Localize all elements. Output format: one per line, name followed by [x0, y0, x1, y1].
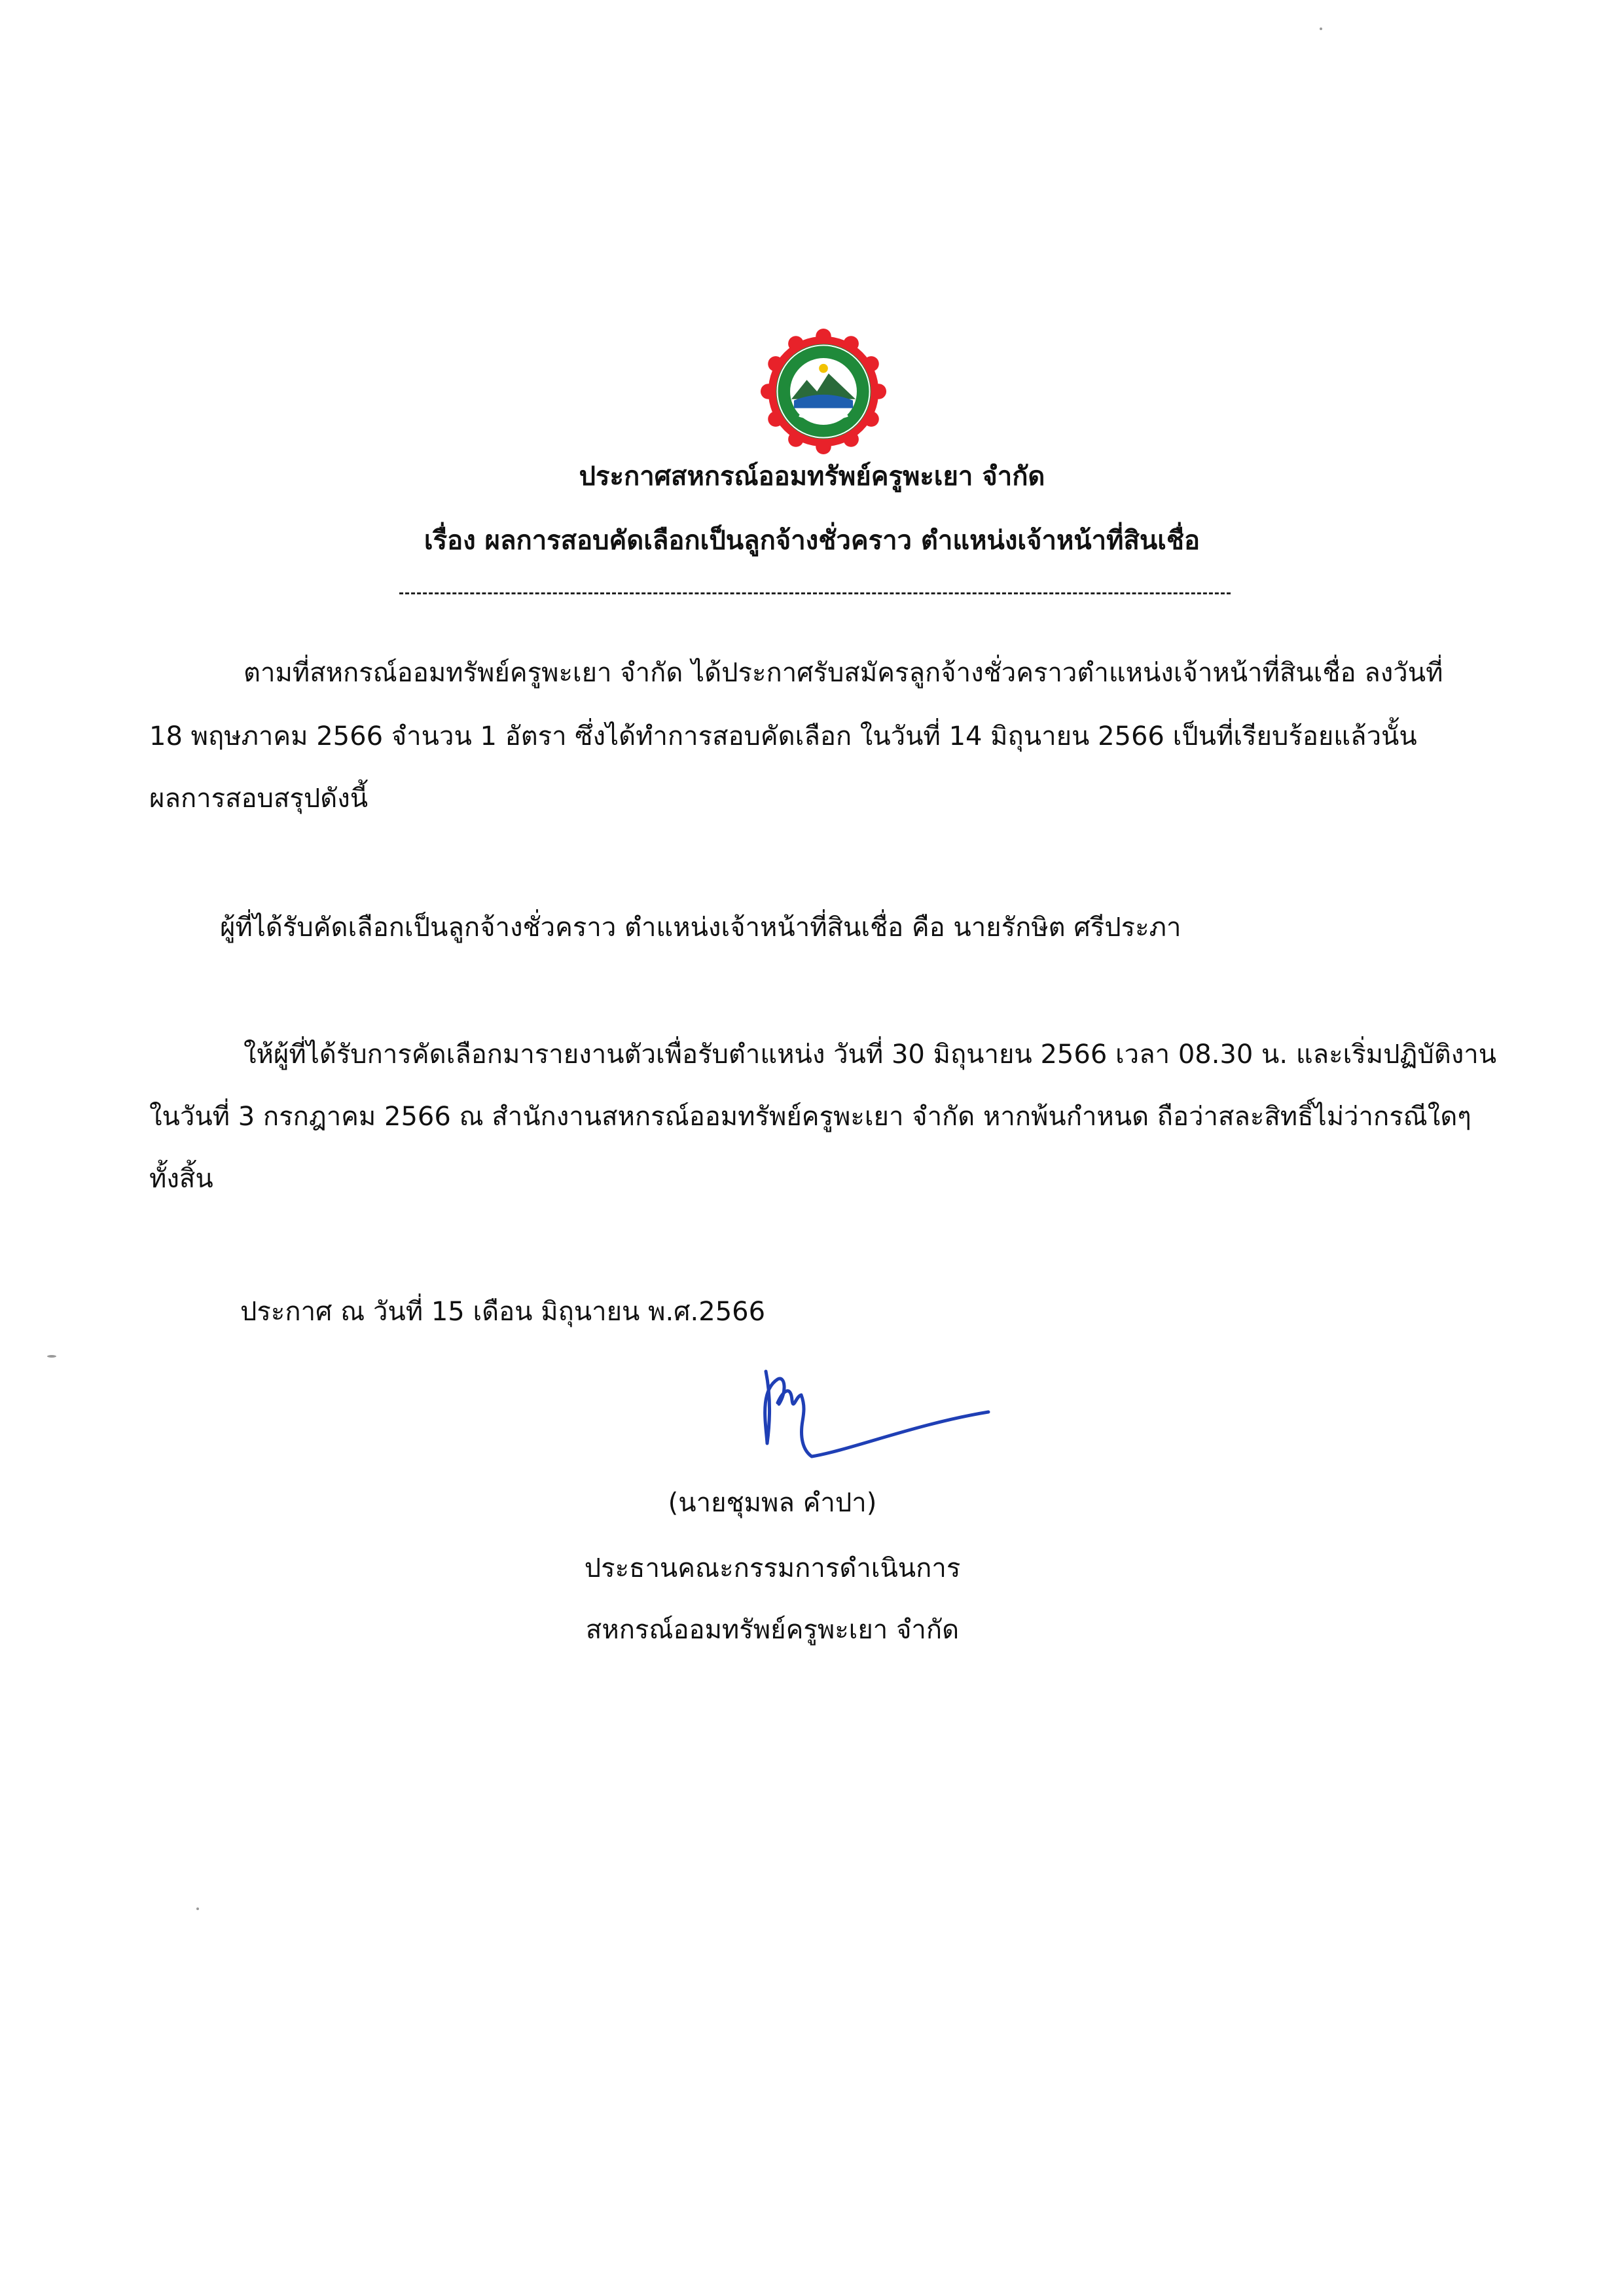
signatory-position: ประธานคณะกรรมการดำเนินการ — [584, 1553, 961, 1583]
paragraph-3-line-3: ทั้งสิ้น — [149, 1164, 213, 1194]
paragraph-3-line-1: ให้ผู้ที่ได้รับการคัดเลือกมารายงานตัวเพื่อรับตำแหน่ง วันที่ 30 มิถุนายน 2566 เวลา 08.30 น. และเริ่มปฏิบัติงาน — [244, 1039, 1497, 1070]
signatory-organization: สหกรณ์ออมทรัพย์ครูพะเยา จำกัด — [585, 1615, 960, 1645]
paragraph-1-line-2: 18 พฤษภาคม 2566 จำนวน 1 อัตรา ซึ่งได้ทำการสอบคัดเลือก ในวันที่ 14 มิถุนายน 2566 เป็นที่เรียบร้อยแล้วนั้น — [149, 721, 1417, 751]
selected-candidate-paragraph: ผู้ที่ได้รับคัดเลือกเป็นลูกจ้างชั่วคราว ตำแหน่งเจ้าหน้าที่สินเชื่อ คือ นายรักษิต ศรีประภา — [220, 913, 1182, 943]
announcement-title: ประกาศสหกรณ์ออมทรัพย์ครูพะเยา จำกัด — [579, 461, 1045, 492]
paragraph-1-line-3: ผลการสอบสรุปดังนี้ — [149, 784, 369, 814]
scan-speck — [1320, 27, 1322, 30]
paragraph-1-line-1: ตามที่สหกรณ์ออมทรัพย์ครูพะเยา จำกัด ได้ประกาศรับสมัครลูกจ้างชั่วคราวตำแหน่งเจ้าหน้าที่สินเชื่อ ลงวันที่ — [244, 658, 1443, 688]
paragraph-3-line-2: ในวันที่ 3 กรกฎาคม 2566 ณ สำนักงานสหกรณ์ออมทรัพย์ครูพะเยา จำกัด หากพ้นกำหนด ถือว่าสละสิทธิ์ไม่ว่ากรณีใดๆ — [149, 1102, 1471, 1132]
signatory-name: (นายชุมพล คำปา) — [668, 1488, 877, 1518]
scan-speck — [47, 1355, 56, 1358]
handwritten-signature — [740, 1345, 1001, 1470]
cooperative-seal-logo — [759, 327, 888, 456]
scan-speck — [196, 1907, 199, 1910]
announcement-subject: เรื่อง ผลการสอบคัดเลือกเป็นลูกจ้างชั่วคราว ตำแหน่งเจ้าหน้าที่สินเชื่อ — [424, 526, 1200, 556]
announcement-date: ประกาศ ณ วันที่ 15 เดือน มิถุนายน พ.ศ.2566 — [240, 1297, 766, 1327]
dashed-divider — [399, 592, 1231, 594]
